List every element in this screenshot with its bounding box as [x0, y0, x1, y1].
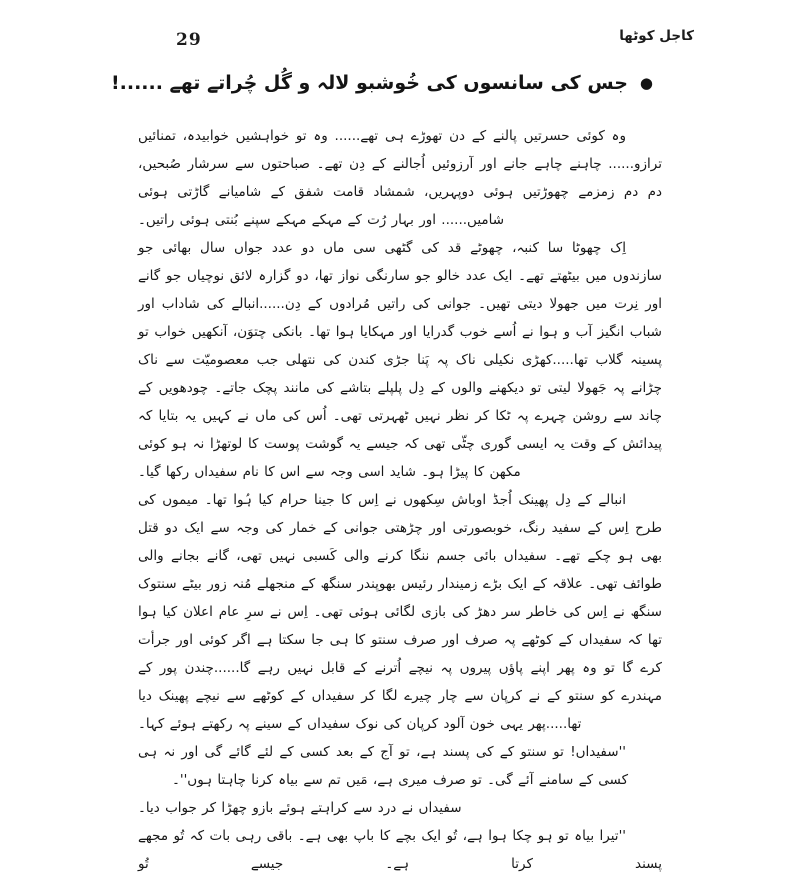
book-title: کاجل کوٹھا: [619, 28, 694, 44]
paragraph: ''سفیداں! تو سنتو کے کی پسند ہے، تو آج کے بعد کسی کے لئے گائے گی اور نہ ہی کسی کے سامنے آئے گی۔ تو صرف میری ہے، مَیں تم سے بیاہ کرنا چاہتا ہوں''۔: [138, 744, 629, 788]
paragraph: وہ کوئی حسرتیں پالنے کے دن تھوڑے ہی تھے...... وہ تو خواہشیں خوابیدہ، تمنائیں ترازو...... چاہنے چاہے جانے اور آرزوئیں اُجالنے کے دِن تھے۔ صباحتوں سے سرشار صُبحیں، دم دم زمزمے چھوڑتیں ہوئی دوپہریں، شمشاد قامت شفق کے شامیانے گاڑتی ہوئی شامیں...... اور بہار رُت کے مہکے مہکے سپنے بُنتی ہوئی راتیں۔: [138, 128, 662, 228]
paragraph: اِک چھوٹا سا کنبہ، چھوٹے قد کی گٹھی سی ماں دو عدد جواں سال بھائی جو سازندوں میں بیٹھتے تھے۔ ایک عدد خالو جو سارنگی نواز تھا، دو گزارہ لائق نوچیاں جو گانے اور نِرت میں جھولا دیتی تھیں۔ جوانی کی راتیں مُرادوں کے دِن......انبالے کی شاداب اور شباب انگیز آب و ہوا نے اُسے خوب گدرایا اور مہکایا ہوا تھا۔ بانکی چتوَن، آنکھیں خواب تو پسینہ گلاب تھا.....کھڑی نکیلی ناک پہ پَنا جڑی کندن کی نتھلی جب معصومیّت سے ناک چڑانے پہ جَھولا لیتی تو دیکھنے والوں کے دِل پلپلے بتاشے کی مانند پچک جاتے۔ چودھویں کے چاند سے روشن چہرے پہ ٹکا کر نظر نہیں ٹھہرتی تھی۔ اُس کی ماں نے کہیں یہ بتایا کہ پیدائش کے وقت یہ ایسی گوری چٹّی تھی کہ جیسے یہ گوشت پوست کا لوتھڑا نہ ہو کوئی مکھن کا پیڑا ہو۔ شاید اسی وجہ سے اس کا نام سفیداں رکھا گیا۔: [138, 240, 662, 480]
paragraph: سفیداں نے درد سے کراہتے ہوئے بازو چھڑا کر جواب دیا۔: [138, 800, 462, 816]
paragraph: انبالے کے دِل پھینک اُجڈ اوباش سِکھوں نے اِس کا جینا حرام کیا ہُوا تھا۔ میموں کی طرح اِس کے سفید رنگ، خوبصورتی اور چڑھتی جوانی کے خمار کی وجہ سے ایک دو قتل بھی ہو چکے تھے۔ سفیداں بائی جسم ننگا کرنے والی کَسبی نہیں تھی، گانے بجانے والی طوائف تھی۔ علاقہ کے ایک بڑے زمیندار رئیس بھوپندر سنگھ کے منجھلے مُنہ زور بیٹے سنتوک سنگھ نے اِس کی خاطر سر دھڑ کی بازی لگائی ہوئی تھی۔ اِس نے سرِ عام اعلان کیا ہوا تھا کہ سفیداں کے کوٹھے پہ صرف اور صرف سنتو کا ہی جا سکتا ہے اگر کوئی اور جرأت کرے گا تو وہ پھر اپنے پاؤں پیروں پہ نیچے اُترنے کے قابل نہیں رہے گا......چندن پور کے مہندرے کو سنتو کے نے کرپان سے چار چیرے لگا کر سفیداں کے کوٹھے سے نیچے پھینک دیا تھا.....پھر یہی خون آلود کرپان کی نوک سفیداں کے سینے پہ رکھتے ہوئے کہا۔: [138, 492, 662, 732]
chapter-headline: [111, 66, 653, 100]
bullet-icon: ●: [639, 74, 653, 92]
paragraph: ''تیرا بیاہ تو ہو چکا ہوا ہے، تُو ایک بچے کا باپ بھی ہے۔ باقی رہی بات کہ تُو مجھے پسند کرتا ہے۔ جیسے تُو: [138, 828, 662, 872]
page-body: [138, 122, 662, 878]
headline-text: جس کی سانسوں کی خُوشبو لالہ و گُل چُراتے تھے ......!: [110, 72, 628, 94]
page-number: 29: [176, 30, 202, 50]
